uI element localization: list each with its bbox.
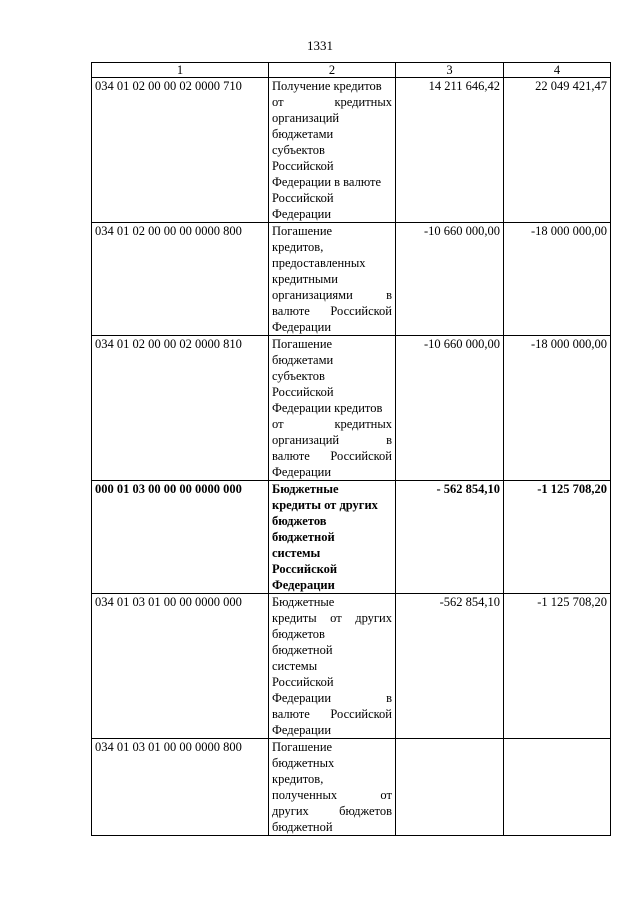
name-line: валюте Российской bbox=[272, 449, 392, 463]
name-line: кредитов, bbox=[272, 772, 324, 786]
page-number: 1331 bbox=[307, 38, 333, 53]
name-cell bbox=[269, 223, 396, 336]
value-cell-col3: -10 660 000,00 bbox=[396, 336, 504, 481]
name-line: субъектов bbox=[272, 143, 325, 157]
name-line: бюджетной bbox=[272, 643, 333, 657]
name-line: Федерации bbox=[272, 207, 332, 221]
name-line: бюджетов bbox=[272, 627, 325, 641]
value-cell-col4: -1 125 708,20 bbox=[504, 481, 611, 594]
value-cell-col4: -18 000 000,00 bbox=[504, 223, 611, 336]
name-line: Федерации bbox=[272, 320, 332, 334]
code-cell: 034 01 03 01 00 00 0000 000 bbox=[92, 594, 269, 739]
name-line: предоставленных bbox=[272, 256, 366, 270]
budget-sources-table bbox=[91, 62, 611, 836]
header-cell-1: 1 bbox=[92, 63, 269, 78]
name-line: организаций bbox=[272, 111, 340, 125]
code-cell: 034 01 02 00 00 00 0000 800 bbox=[92, 223, 269, 336]
name-line: бюджетами bbox=[272, 353, 334, 367]
value-cell-col4: 22 049 421,47 bbox=[504, 78, 611, 223]
name-cell bbox=[269, 481, 396, 594]
name-line: Погашение bbox=[272, 740, 333, 754]
value-cell-col4: -18 000 000,00 bbox=[504, 336, 611, 481]
name-line: кредитов, bbox=[272, 240, 324, 254]
name-line: бюджетов bbox=[272, 514, 327, 528]
value-cell-col4: -1 125 708,20 bbox=[504, 594, 611, 739]
code-cell: 034 01 02 00 00 02 0000 810 bbox=[92, 336, 269, 481]
header-cell-4: 4 bbox=[504, 63, 611, 78]
name-line: кредиты от других bbox=[272, 498, 378, 512]
name-line: валюте Российской bbox=[272, 707, 392, 721]
name-line: валюте Российской bbox=[272, 304, 392, 318]
table-row bbox=[92, 594, 611, 739]
name-line: бюджетной bbox=[272, 530, 335, 544]
value-cell-col3 bbox=[396, 739, 504, 836]
name-line: системы bbox=[272, 546, 321, 560]
name-line: кредиты от других bbox=[272, 611, 392, 625]
table-header-row bbox=[92, 63, 611, 78]
name-line: Федерации bbox=[272, 723, 332, 737]
table-row bbox=[92, 78, 611, 223]
name-line: Российской bbox=[272, 191, 334, 205]
name-line: других бюджетов bbox=[272, 804, 392, 818]
name-line: Российской bbox=[272, 562, 338, 576]
name-line: Погашение bbox=[272, 337, 333, 351]
name-line: Российской bbox=[272, 385, 334, 399]
table-row bbox=[92, 336, 611, 481]
name-line: от кредитных bbox=[272, 95, 392, 109]
table-row bbox=[92, 223, 611, 336]
name-line: полученных от bbox=[272, 788, 392, 802]
value-cell-col3: -562 854,10 bbox=[396, 594, 504, 739]
header-cell-3: 3 bbox=[396, 63, 504, 78]
name-line: бюджетной bbox=[272, 820, 333, 834]
name-line: организациями в bbox=[272, 288, 392, 302]
header-cell-2: 2 bbox=[269, 63, 396, 78]
code-cell: 000 01 03 00 00 00 0000 000 bbox=[92, 481, 269, 594]
name-line: Российской bbox=[272, 159, 334, 173]
name-line: Бюджетные bbox=[272, 482, 339, 496]
name-line: Погашение bbox=[272, 224, 333, 238]
value-cell-col3: 14 211 646,42 bbox=[396, 78, 504, 223]
name-cell bbox=[269, 739, 396, 836]
table-row bbox=[92, 739, 611, 836]
name-line: Федерации в валюте bbox=[272, 175, 382, 189]
name-line: субъектов bbox=[272, 369, 325, 383]
name-line: Федерации bbox=[272, 465, 332, 479]
name-line: Бюджетные bbox=[272, 595, 335, 609]
code-cell: 034 01 03 01 00 00 0000 800 bbox=[92, 739, 269, 836]
value-cell-col3: - 562 854,10 bbox=[396, 481, 504, 594]
name-line: кредитными bbox=[272, 272, 338, 286]
name-cell bbox=[269, 594, 396, 739]
name-line: бюджетами bbox=[272, 127, 334, 141]
code-cell: 034 01 02 00 00 02 0000 710 bbox=[92, 78, 269, 223]
name-line: Федерации кредитов bbox=[272, 401, 383, 415]
name-line: системы bbox=[272, 659, 318, 673]
name-line: бюджетных bbox=[272, 756, 335, 770]
name-line: Федерации в bbox=[272, 691, 392, 705]
value-cell-col3: -10 660 000,00 bbox=[396, 223, 504, 336]
name-line: Получение кредитов bbox=[272, 79, 382, 93]
table-row-total bbox=[92, 481, 611, 594]
name-cell bbox=[269, 78, 396, 223]
name-line: Федерации bbox=[272, 578, 335, 592]
name-cell bbox=[269, 336, 396, 481]
name-line: от кредитных bbox=[272, 417, 392, 431]
value-cell-col4 bbox=[504, 739, 611, 836]
name-line: организаций в bbox=[272, 433, 392, 447]
name-line: Российской bbox=[272, 675, 334, 689]
